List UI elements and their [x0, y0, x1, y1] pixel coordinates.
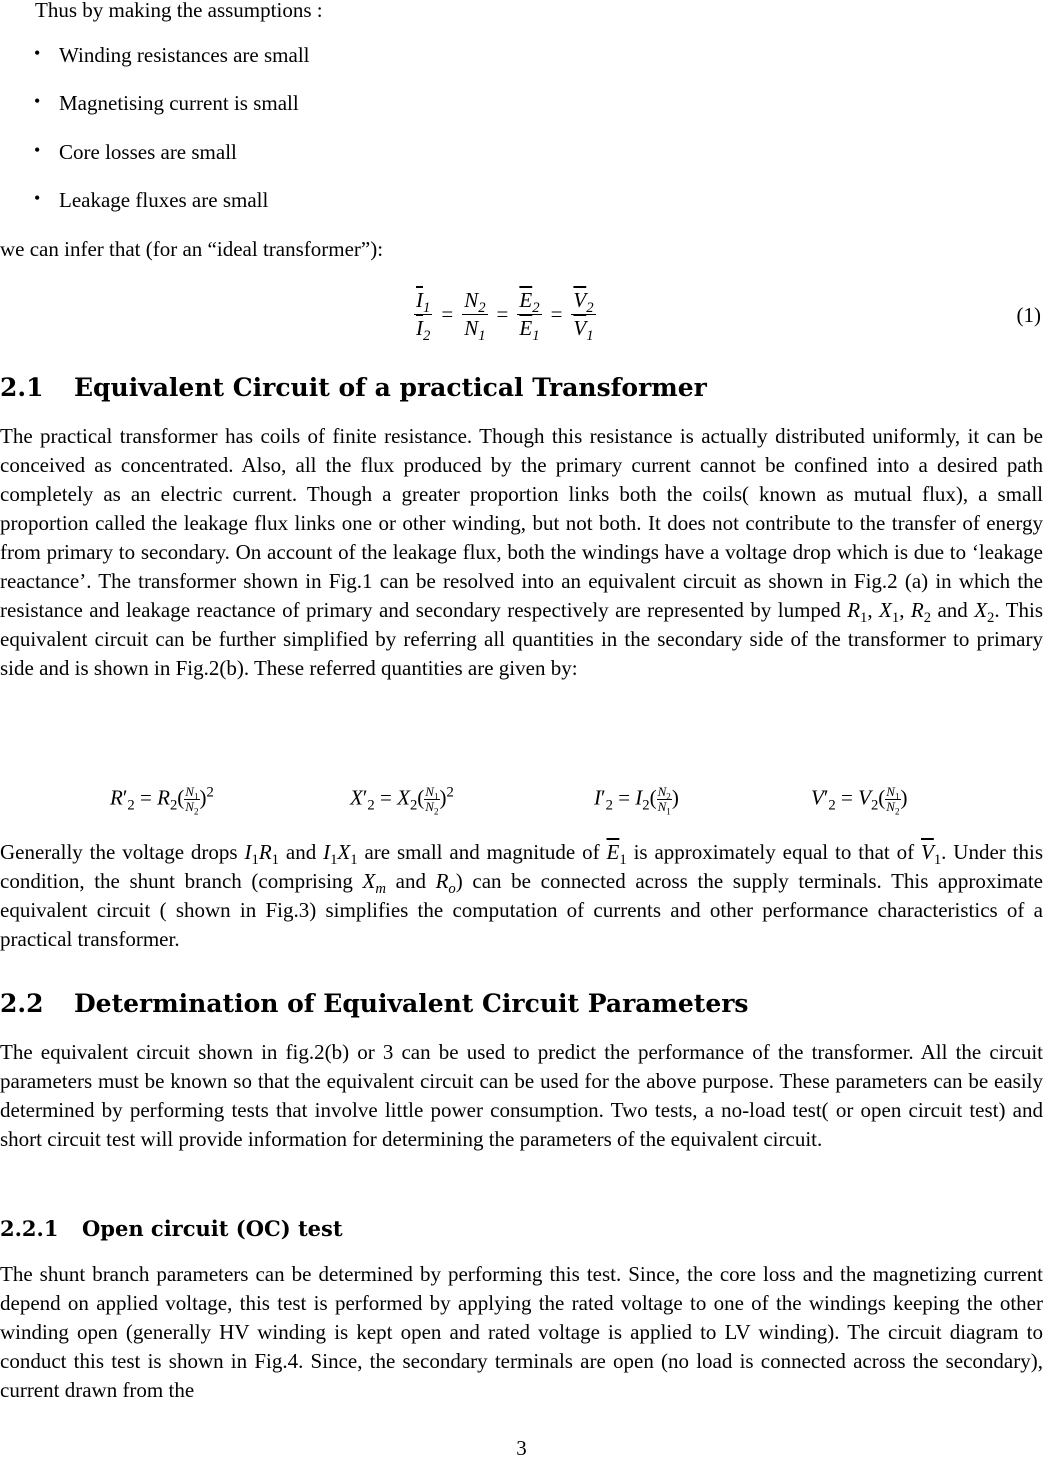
- referred-current-eq: $I'_2 = I_2$( $\frac{N_2}{N_1}$ ): [594, 784, 679, 817]
- section-heading-2-1: [0, 373, 707, 402]
- list-item: [0, 91, 600, 120]
- paragraph-text: The practical transformer has coils of finite resistance. Though this resistance is actually distributed uniformly, it can be conceived as concentrated. Also, all the flux produced by the primary current cannot be confined into a desired path completely as an electric current. Though a greater proportion links both the coils( known as mutual flux), a small proportion called the leakage flux links one or other winding, but not both. It does not contribute to the transfer of energy from primary to secondary. On account of the leakage flux, both the windings have a voltage drop which is due to ‘leakage reactance’. The transformer shown in Fig.1 can be resolved into an equivalent circuit as shown in Fig.2 (a) in which the resistance and leakage reactance of primary and secondary respectively are represented by lumped: [0, 424, 1043, 622]
- list-item: [0, 43, 600, 72]
- section-number: 2.1: [0, 373, 44, 402]
- section-heading-2-2: [0, 989, 749, 1018]
- paragraph-text: . This equivalent circuit can be further simplified by referring all quantities in the secondary side of the transformer to primary side and is shown in Fig.2(b). These referred quantities are given by:: [0, 598, 1043, 680]
- paragraph-parameters: The equivalent circuit shown in fig.2(b) or 3 can be used to predict the performance of the transformer. All the circuit parameters must be known so that the equivalent circuit can be used for the above purpose. These parameters can be easily determined by performing tests that involve little power consumption. Two tests, a no-load test( or open circuit test) and short circuit test will provide information for determining the parameters of the equivalent circuit.: [0, 1040, 1043, 1151]
- assumption-list: [0, 43, 600, 243]
- section-title: Equivalent Circuit of a practical Transformer: [74, 373, 707, 402]
- paragraph-text: Generally the voltage drops: [0, 840, 245, 864]
- paragraph-text: is approximately equal to that of: [626, 840, 921, 864]
- referred-voltage-eq: $V'_2 = V_2$( $\frac{N_1}{N_2}$ ): [811, 784, 908, 817]
- list-item: [0, 188, 600, 217]
- bullet-text: Magnetising current is small: [59, 91, 299, 115]
- page-number: 3: [516, 1436, 527, 1460]
- paragraph-text: ) can be connected across the supply terminals. This approximate equivalent circuit ( shown in Fig.3) simplifies the computation of currents and other performance characteristics of a practical transformer.: [0, 869, 1043, 951]
- bullet-text: Winding resistances are small: [59, 43, 310, 67]
- equation-number: (1): [1016, 303, 1041, 327]
- paragraph-text: are small and magnitude of: [357, 840, 607, 864]
- section-number: 2.2.1: [0, 1216, 59, 1241]
- referred-reactance-eq: $X'_2 = X_2$( $\frac{N_1}{N_2}$ )$^2$: [350, 784, 454, 817]
- bullet-icon: •: [34, 91, 41, 111]
- bullet-icon: •: [34, 188, 41, 208]
- list-item: [0, 140, 600, 169]
- section-heading-2-2-1: [0, 1216, 343, 1241]
- paragraph-text: and: [385, 869, 436, 893]
- ideal-transformer-equation: $\frac{\overline{I}_1}{\overline{I}_2}$ = $\frac{N_2}{N_1}$ = $\frac{\overline{E}_2}{\overline{E}_1}$ = $\frac{\overline{V}_2}{\overline{V}_1}$: [416, 288, 594, 345]
- paragraph-text: . Under this condition, the shunt branch (comprising: [0, 840, 1043, 893]
- intro-text: Thus by making the assumptions :: [35, 0, 323, 22]
- paragraph-equivalent-circuit: The practical transformer has coils of finite resistance. Though this resistance is actually distributed uniformly, it can be conceived as concentrated. Also, all the flux produced by the primary current cannot be confined into a desired path completely as an electric current. Though a greater proportion links both the coils( known as mutual flux), a small proportion called the leakage flux links one or other winding, but not both. It does not contribute to the transfer of energy from primary to secondary. On account of the leakage flux, both the windings have a voltage drop which is due to ‘leakage reactance’. The transformer shown in Fig.1 can be resolved into an equivalent circuit as shown in Fig.2 (a) in which the resistance and leakage reactance of primary and secondary respectively are represented by lumped $R_1$, $X_1$, $R_2$ and $X_2$. This equivalent circuit can be further simplified by referring all quantities in the secondary side of the transformer to primary side and is shown in Fig.2(b). These referred quantities are given by:: [0, 424, 1043, 680]
- infer-text: we can infer that (for an “ideal transformer”):: [0, 237, 384, 261]
- referred-resistance-eq: $R'_2 = R_2$( $\frac{N_1}{N_2}$ )$^2$: [110, 784, 214, 817]
- paragraph-approximate-circuit: Generally the voltage drops $I_1R_1$ and $I_1X_1$ are small and magnitude of $\overline{E}_1$ is approximately equal to that of $\overline{V}_1$. Under this condition, the shunt branch (comprising $X_m$ and $R_o$) can be connected across the supply terminals. This approximate equivalent circuit ( shown in Fig.3) simplifies the computation of currents and other performance characteristics of a practical transformer.: [0, 840, 1043, 951]
- paragraph-text: and: [931, 598, 975, 622]
- bullet-text: Leakage fluxes are small: [59, 188, 269, 212]
- bullet-icon: •: [34, 43, 41, 63]
- paragraph-text: and: [278, 840, 324, 864]
- section-number: 2.2: [0, 989, 44, 1018]
- paragraph-open-circuit-test: The shunt branch parameters can be determined by performing this test. Since, the core loss and the magnetizing current depend on applied voltage, this test is performed by applying the rated voltage to one of the windings keeping the other winding open (generally HV winding is kept open and rated voltage is applied to LV winding). The circuit diagram to conduct this test is shown in Fig.4. Since, the secondary terminals are open (no load is connected across the secondary), current drawn from the: [0, 1262, 1043, 1402]
- section-title: Open circuit (OC) test: [82, 1216, 343, 1241]
- bullet-text: Core losses are small: [59, 140, 237, 164]
- section-title: Determination of Equivalent Circuit Parameters: [74, 989, 749, 1018]
- bullet-icon: •: [34, 140, 41, 160]
